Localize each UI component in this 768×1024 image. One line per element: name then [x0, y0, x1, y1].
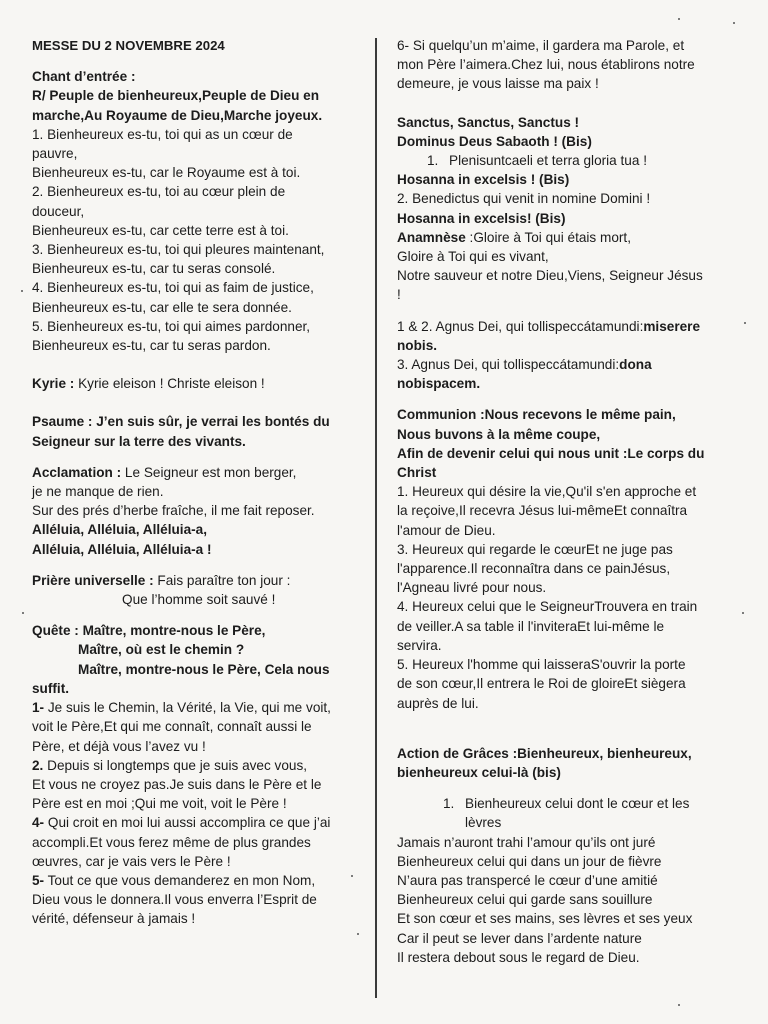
kyrie-label: Kyrie : [32, 376, 75, 392]
speck [678, 1004, 680, 1006]
quete-verse [32, 756, 367, 814]
speck [742, 612, 744, 614]
verse-text: Et vous ne croyez pas.Je suis dans le Père et le [32, 776, 322, 792]
speck [733, 22, 735, 24]
action-graces-line: Jamais n’auront trahi l’amour qu’ils ont juré [397, 834, 656, 850]
priere-line [32, 571, 367, 590]
item-text: Plenisuntcaeli et terra gloria tua ! [449, 153, 647, 169]
psaume-line: Seigneur sur la terre des vivants. [32, 433, 246, 449]
speck [678, 18, 680, 20]
action-graces-line: N’aura pas transpercé le cœur d’une amitié [397, 872, 658, 888]
left-column [32, 36, 367, 929]
action-graces-line: lèvres [465, 815, 502, 831]
action-graces-line: Et son cœur et ses mains, ses lèvres et ses yeux [397, 911, 693, 927]
quete-label: Quête : [32, 623, 83, 639]
action-graces-item [397, 794, 727, 813]
alleluia-line: Alléluia, Alléluia, Alléluia-a, [32, 522, 208, 538]
quete-line [32, 621, 367, 640]
couplet-line: 2. Bienheureux es-tu, toi au cœur plein de [32, 184, 286, 200]
hosanna-line: Hosanna in excelsis ! (Bis) [397, 172, 570, 188]
couplet-line: Bienheureux es-tu, car elle te sera donnée. [32, 299, 292, 315]
hosanna-line: Hosanna in excelsis! (Bis) [397, 210, 566, 226]
acclamation-line [32, 463, 367, 482]
quete-line: Maître, où est le chemin ? [78, 642, 245, 658]
communion-verse-line: la reçoive,Il recevra Jésus lui-mêmeEt connaîtra [397, 503, 688, 519]
communion-verse-line: 4. Heureux celui que le SeigneurTrouvera en train [397, 599, 698, 615]
couplet-line: douceur, [32, 203, 85, 219]
verse-number: 5- [32, 872, 45, 888]
verse-text: œuvres, car je vais vers le Père ! [32, 853, 231, 869]
alleluia-line: Alléluia, Alléluia, Alléluia-a ! [32, 541, 212, 557]
verse6-line: demeure, je vous laisse ma paix ! [397, 76, 599, 92]
column-divider [375, 38, 377, 998]
acclamation-line: je ne manque de rien. [32, 484, 164, 500]
verse-text: Père, et déjà vous l’avez vu ! [32, 738, 206, 754]
quete-line: suffit. [32, 680, 69, 696]
communion-verse-line: 3. Heureux qui regarde le cœurEt ne juge pas [397, 541, 673, 557]
communion-verse-line: de son cœur,Il entrera le Roi de gloireEt siègera [397, 676, 686, 692]
benedictus-line: 2. Benedictus qui venit in nomine Domini ! [397, 191, 651, 207]
verse-text: vérité, défenseur à jamais ! [32, 911, 196, 927]
anamnese-line: ! [397, 287, 401, 303]
communion-verse-line: auprès de lui. [397, 695, 479, 711]
couplet-line: Bienheureux es-tu, car le Royaume est à toi. [32, 165, 301, 181]
action-graces-line: Bienheureux celui qui garde sans souillure [397, 892, 653, 908]
verse-number: 1- [32, 700, 45, 716]
quete-verse [32, 698, 367, 756]
verse-text: accompli.Et vous ferez même de plus grandes [32, 834, 311, 850]
couplet-line: Bienheureux es-tu, car tu seras consolé. [32, 261, 276, 277]
communion-verse-line: l'apparence.Il reconnaîtra dans ce painJésus, [397, 561, 671, 577]
speck [351, 875, 353, 877]
anamnese-label: Anamnèse [397, 229, 466, 245]
verse-text: Tout ce que vous demanderez en mon Nom, [44, 872, 316, 888]
verse-text: voit le Père,Et qui me connaît, connaît aussi le [32, 719, 312, 735]
verse-number: 2. [32, 757, 44, 773]
communion-verse-line: 1. Heureux qui désire la vie,Qu'il s'en approche et [397, 484, 697, 500]
page-title: MESSE DU 2 NOVEMBRE 2024 [32, 38, 225, 53]
agnus-line: nobispacem. [397, 376, 481, 392]
action-graces-line: Action de Grâces :Bienheureux, bienheureux, [397, 745, 692, 761]
verse-text: Je suis le Chemin, la Vérité, la Vie, qui me voit, [44, 700, 331, 716]
speck [744, 322, 746, 324]
communion-verse-line: 5. Heureux l'homme qui laisseraS'ouvrir la porte [397, 657, 686, 673]
action-graces-line: bienheureux celui-là (bis) [397, 764, 561, 780]
verse-text: Depuis si longtemps que je suis avec vous, [43, 757, 308, 773]
agnus-text: 3. Agnus Dei, qui tollispeccátamundi: [397, 357, 620, 373]
anamnese-text: :Gloire à Toi qui étais mort, [465, 229, 631, 245]
verse6-line: 6- Si quelqu’un m’aime, il gardera ma Parole, et [397, 38, 685, 53]
communion-verse-line: servira. [397, 637, 442, 653]
kyrie-line [32, 374, 367, 393]
agnus-bold: miserere [643, 318, 701, 334]
anamnese-line: Gloire à Toi qui es vivant, [397, 249, 549, 265]
kyrie-text: Kyrie eleison ! Christe eleison ! [74, 376, 265, 392]
couplet-line: 4. Bienheureux es-tu, toi qui as faim de justice, [32, 280, 314, 296]
action-graces-line: Car il peut se lever dans l’ardente nature [397, 930, 642, 946]
agnus-line [397, 317, 727, 336]
entree-label: Chant d’entrée : [32, 69, 136, 85]
verse-text: Qui croit en moi lui aussi accomplira ce que j’ai [44, 815, 331, 831]
item-number: 1. [427, 153, 439, 169]
communion-verse-line: de veiller.A sa table il l'inviteraEt lui-même le [397, 618, 665, 634]
communion-line: Christ [397, 465, 437, 481]
acclamation-text: Le Seigneur est mon berger, [121, 464, 297, 480]
sanctus-line: Dominus Deus Sabaoth ! (Bis) [397, 133, 592, 149]
verse6-line: mon Père l’aimera.Chez lui, nous établirons notre [397, 57, 695, 73]
agnus-line [397, 355, 727, 374]
communion-label: Communion : [397, 407, 485, 423]
priere-text: Fais paraître ton jour : [153, 572, 291, 588]
verse-number: 4- [32, 815, 45, 831]
action-graces-line: Il restera debout sous le regard de Dieu. [397, 949, 640, 965]
psaume-line: Psaume : J’en suis sûr, je verrai les bontés du [32, 414, 330, 430]
communion-line: Afin de devenir celui qui nous unit :Le corps du [397, 445, 705, 461]
verse-text: Dieu vous le donnera.Il vous enverra l’Esprit de [32, 892, 317, 908]
communion-text: Nous recevons le même pain, [484, 407, 676, 423]
agnus-bold: dona [619, 357, 652, 373]
agnus-text: 1 & 2. Agnus Dei, qui tollispeccátamundi: [397, 318, 644, 334]
acclamation-line: Sur des prés d’herbe fraîche, il me fait reposer. [32, 503, 315, 519]
sanctus-item [397, 151, 727, 170]
anamnese-line: Notre sauveur et notre Dieu,Viens, Seigneur Jésus [397, 268, 703, 284]
refrain-line: R/ Peuple de bienheureux,Peuple de Dieu en [32, 88, 320, 104]
priere-line: Que l’homme soit sauvé ! [122, 592, 276, 608]
quete-text: Maître, montre-nous le Père, [82, 623, 266, 639]
item-text: Bienheureux celui dont le cœur et les [465, 796, 690, 812]
quete-verse [32, 871, 367, 929]
right-column [397, 36, 727, 967]
anamnese-line [397, 228, 727, 247]
speck [21, 290, 23, 292]
item-number: 1. [443, 796, 455, 812]
quete-verse [32, 813, 367, 871]
communion-line [397, 405, 727, 424]
priere-label: Prière universelle : [32, 572, 154, 588]
communion-line: Nous buvons à la même coupe, [397, 426, 601, 442]
speck [22, 612, 24, 614]
acclamation-label: Acclamation : [32, 464, 122, 480]
communion-verse-line: l'Agneau livré pour nous. [397, 580, 547, 596]
action-graces-line: Bienheureux celui qui dans un jour de fièvre [397, 853, 662, 869]
quete-line: Maître, montre-nous le Père, Cela nous [78, 661, 330, 677]
speck [357, 933, 359, 935]
sanctus-line: Sanctus, Sanctus, Sanctus ! [397, 114, 580, 130]
verse-text: Père est en moi ;Qui me voit, voit le Père ! [32, 796, 287, 812]
refrain-line: marche,Au Royaume de Dieu,Marche joyeux. [32, 107, 323, 123]
communion-verse-line: l'amour de Dieu. [397, 522, 496, 538]
couplet-line: 5. Bienheureux es-tu, toi qui aimes pardonner, [32, 318, 311, 334]
couplet-line: Bienheureux es-tu, car tu seras pardon. [32, 338, 271, 354]
agnus-line: nobis. [397, 337, 438, 353]
couplet-line: Bienheureux es-tu, car cette terre est à toi. [32, 222, 289, 238]
couplet-line: 3. Bienheureux es-tu, toi qui pleures maintenant, [32, 242, 325, 258]
couplet-line: pauvre, [32, 146, 78, 162]
couplet-line: 1. Bienheureux es-tu, toi qui as un cœur de [32, 126, 293, 142]
